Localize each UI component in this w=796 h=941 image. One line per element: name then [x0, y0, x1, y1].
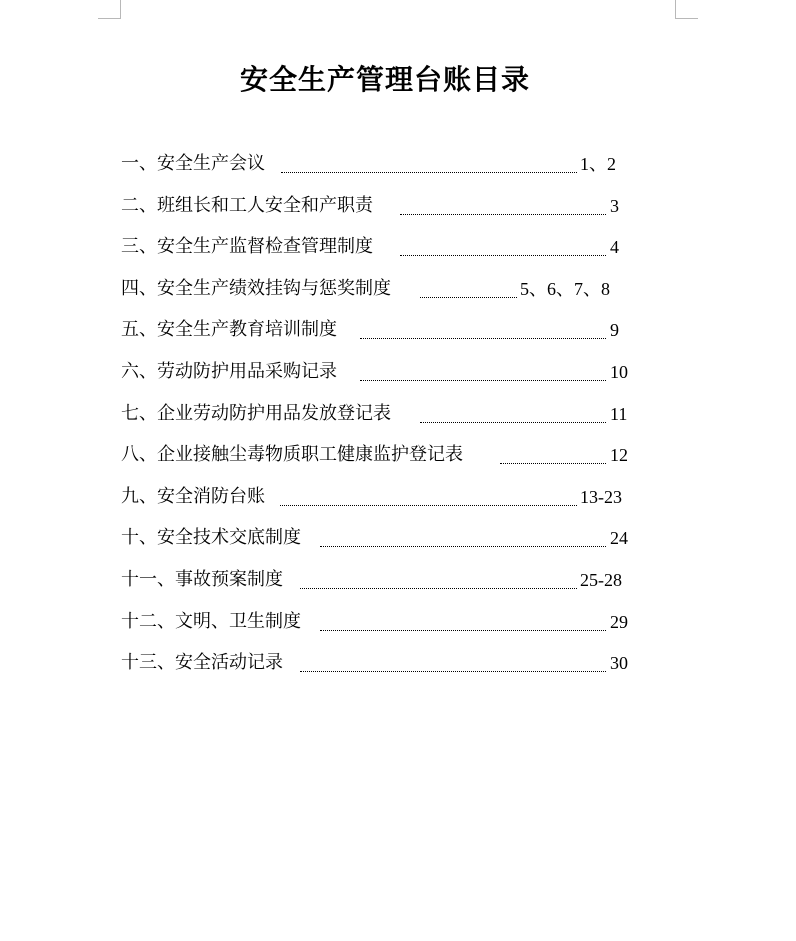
toc-entry: [121, 274, 631, 316]
toc-dot-leader: [400, 214, 606, 215]
toc-dot-leader: [280, 505, 577, 506]
toc-entry: [121, 482, 631, 524]
page-corner-mark-top-left: [98, 0, 121, 19]
toc-entry: [121, 399, 631, 441]
toc-entry-label: 九、安全消防台账: [121, 485, 265, 507]
toc-entry-label: 十一、事故预案制度: [121, 568, 283, 590]
toc-entry-page-number: 30: [610, 653, 628, 674]
toc-entry-label: 六、劳动防护用品采购记录: [121, 360, 337, 382]
toc-entry-page-number: 4: [610, 237, 619, 258]
toc-entry-page-number: 25-28: [580, 569, 622, 590]
toc-entry-page-number: 11: [610, 403, 628, 424]
toc-entry-label: 十、安全技术交底制度: [121, 527, 301, 549]
toc-entry-label: 七、企业劳动防护用品发放登记表: [121, 402, 391, 424]
toc-entry-label: 十三、安全活动记录: [121, 652, 283, 674]
toc-entry: [121, 315, 631, 357]
toc-entry-page-number: 3: [610, 195, 619, 216]
toc-dot-leader: [500, 463, 606, 464]
document-title: 安全生产管理台账目录: [239, 63, 530, 96]
toc-entry-label: 五、安全生产教育培训制度: [121, 319, 337, 341]
toc-dot-leader: [400, 255, 606, 256]
toc-entry: [121, 149, 631, 191]
toc-dot-leader: [300, 588, 577, 589]
toc-dot-leader: [360, 380, 606, 381]
toc-entry-page-number: 12: [610, 445, 628, 466]
toc-entry-label: 八、企业接触尘毒物质职工健康监护登记表: [121, 444, 463, 466]
toc-entry-page-number: 29: [610, 611, 628, 632]
toc-dot-leader: [360, 338, 606, 339]
toc-dot-leader: [420, 422, 606, 423]
toc-entry: [121, 232, 631, 274]
toc-dot-leader: [320, 546, 606, 547]
toc-entry-label: 三、安全生产监督检查管理制度: [121, 236, 373, 258]
toc-entry: [121, 565, 631, 607]
toc-entry-page-number: 24: [610, 528, 628, 549]
toc-entry-label: 二、班组长和工人安全和产职责: [121, 194, 373, 216]
page-corner-mark-top-right: [675, 0, 698, 19]
toc-entry-label: 一、安全生产会议: [121, 153, 265, 174]
toc-entry-page-number: 10: [610, 361, 628, 382]
toc-entry-page-number: 5、6、7、8: [520, 278, 610, 299]
toc-entry: [121, 191, 631, 233]
toc-entry: [121, 648, 631, 690]
toc-dot-leader: [300, 671, 606, 672]
toc-entry: [121, 440, 631, 482]
toc-dot-leader: [281, 172, 577, 173]
table-of-contents: [121, 149, 631, 690]
toc-entry-label: 十二、文明、卫生制度: [121, 610, 301, 632]
toc-dot-leader: [420, 297, 517, 298]
toc-entry-page-number: 1、2: [580, 154, 616, 174]
toc-entry: [121, 523, 631, 565]
toc-entry-page-number: 13-23: [580, 486, 622, 507]
toc-dot-leader: [320, 630, 606, 631]
toc-entry-label: 四、安全生产绩效挂钩与惩奖制度: [121, 277, 391, 299]
toc-entry: [121, 357, 631, 399]
toc-entry: [121, 607, 631, 649]
toc-entry-page-number: 9: [610, 320, 619, 341]
